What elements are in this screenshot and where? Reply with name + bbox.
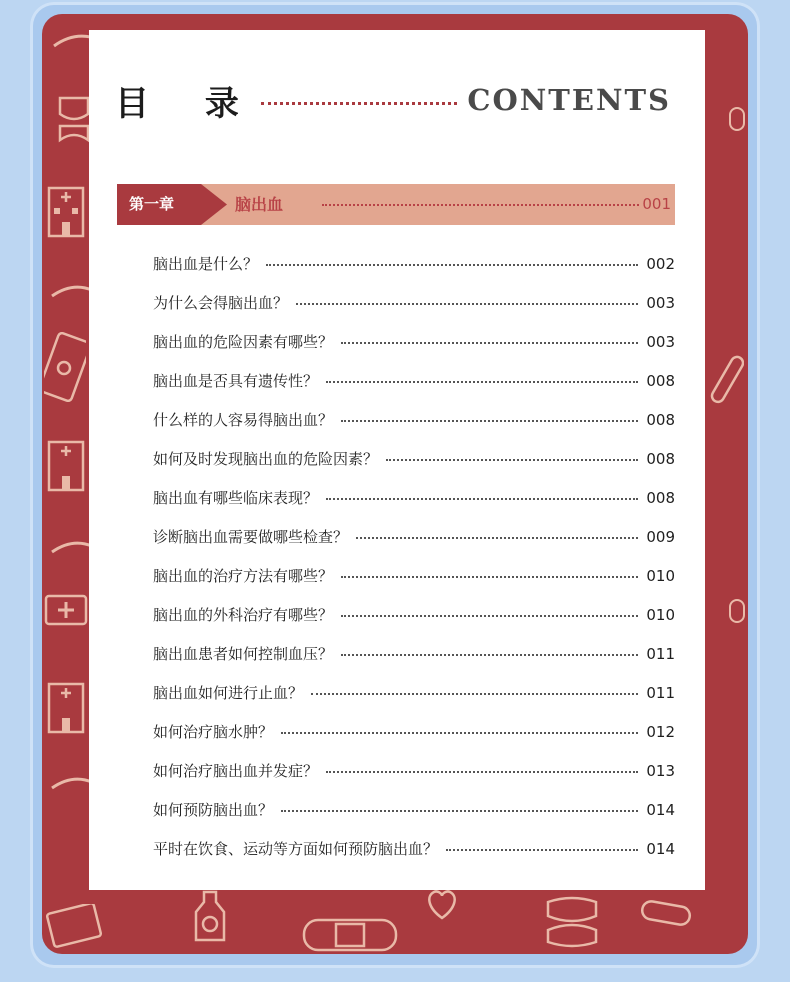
chapter-page-number: 001 <box>642 195 671 213</box>
toc-entry-page: 011 <box>646 644 675 663</box>
toc-entry-page: 009 <box>646 527 675 546</box>
toc-entry-page: 010 <box>646 566 675 585</box>
leader-dots <box>266 264 638 266</box>
tooth-icon <box>56 92 92 148</box>
chapter-title: 脑出血 <box>235 195 284 214</box>
toc-entry-page: 014 <box>646 800 675 819</box>
leader-dots <box>281 732 638 734</box>
toc-entry-title: 脑出血有哪些临床表现？ <box>153 489 319 507</box>
hospital-icon <box>46 674 86 734</box>
leader-dots <box>326 498 638 500</box>
toc-entry[interactable] <box>153 322 675 361</box>
leader-dots <box>326 381 638 383</box>
contents-header <box>115 76 671 124</box>
toc-entry-page: 008 <box>646 449 675 468</box>
eyebrow-icon <box>50 774 94 792</box>
toc-entry-title: 脑出血的治疗方法有哪些？ <box>153 567 334 585</box>
thermometer-icon <box>708 352 744 412</box>
chapter-label: 第一章 <box>129 195 175 213</box>
toc-entry-page: 010 <box>646 605 675 624</box>
toc-entry-page: 011 <box>646 683 675 702</box>
toc-list <box>153 244 675 868</box>
toc-entry-title: 脑出血是什么？ <box>153 255 259 273</box>
toc-entry[interactable] <box>153 517 675 556</box>
toc-page <box>89 30 705 890</box>
toc-entry-page: 002 <box>646 254 675 273</box>
toc-entry-page: 003 <box>646 293 675 312</box>
leader-dots <box>341 420 638 422</box>
toc-entry-page: 008 <box>646 371 675 390</box>
page-title-english: CONTENTS <box>467 83 671 117</box>
toc-entry[interactable] <box>153 400 675 439</box>
hospital-icon <box>46 432 86 492</box>
toc-entry-page: 008 <box>646 410 675 429</box>
toc-entry-title: 为什么会得脑出血？ <box>153 294 289 312</box>
chapter-heading[interactable] <box>117 184 675 225</box>
leader-dots <box>341 342 638 344</box>
toc-entry-title: 平时在饮食、运动等方面如何预防脑出血？ <box>153 840 439 858</box>
title-leader-dots <box>261 102 458 105</box>
bandage-icon <box>300 914 400 954</box>
eyebrow-icon <box>50 538 94 556</box>
leader-dots <box>446 849 638 851</box>
tooth-icon <box>542 894 602 950</box>
toc-entry[interactable] <box>153 595 675 634</box>
medicine-box-icon <box>44 904 104 948</box>
pill-icon <box>728 598 746 624</box>
toc-entry[interactable] <box>153 556 675 595</box>
toc-entry-page: 013 <box>646 761 675 780</box>
leader-dots <box>341 576 638 578</box>
toc-entry[interactable] <box>153 478 675 517</box>
toc-entry[interactable] <box>153 712 675 751</box>
toc-entry-page: 012 <box>646 722 675 741</box>
pill-icon <box>728 106 746 132</box>
pill-icon <box>638 898 694 928</box>
toc-entry-title: 脑出血的外科治疗有哪些？ <box>153 606 334 624</box>
toc-entry-title: 如何及时发现脑出血的危险因素？ <box>153 450 379 468</box>
leader-dots <box>326 771 638 773</box>
medicine-box-icon <box>44 332 86 402</box>
medicine-box-icon <box>44 588 88 628</box>
leader-dots <box>296 303 638 305</box>
toc-entry-title: 脑出血如何进行止血？ <box>153 684 304 702</box>
toc-entry-title: 如何治疗脑水肿？ <box>153 723 274 741</box>
toc-entry-page: 003 <box>646 332 675 351</box>
toc-entry-title: 脑出血是否具有遗传性？ <box>153 372 319 390</box>
leader-dots <box>281 810 638 812</box>
toc-entry-page: 008 <box>646 488 675 507</box>
toc-entry[interactable] <box>153 790 675 829</box>
toc-entry-title: 如何治疗脑出血并发症？ <box>153 762 319 780</box>
toc-entry-page: 014 <box>646 839 675 858</box>
toc-entry-title: 脑出血的危险因素有哪些？ <box>153 333 334 351</box>
toc-entry-title: 诊断脑出血需要做哪些检查？ <box>153 528 349 546</box>
eyebrow-icon <box>50 282 94 300</box>
toc-entry[interactable] <box>153 244 675 283</box>
page-title: 目 录 <box>115 83 261 124</box>
toc-entry-title: 如何预防脑出血？ <box>153 801 274 819</box>
toc-entry[interactable] <box>153 634 675 673</box>
chapter-leader-dots <box>322 204 639 206</box>
toc-entry-title: 什么样的人容易得脑出血？ <box>153 411 334 429</box>
pill-icon <box>422 884 462 924</box>
leader-dots <box>311 693 638 695</box>
toc-entry-title: 脑出血患者如何控制血压？ <box>153 645 334 663</box>
toc-entry[interactable] <box>153 361 675 400</box>
hospital-icon <box>46 178 86 238</box>
toc-entry[interactable] <box>153 829 675 868</box>
toc-entry[interactable] <box>153 283 675 322</box>
toc-entry[interactable] <box>153 439 675 478</box>
leader-dots <box>356 537 638 539</box>
medicine-bottle-icon <box>188 888 232 944</box>
toc-entry[interactable] <box>153 751 675 790</box>
leader-dots <box>386 459 638 461</box>
leader-dots <box>341 654 638 656</box>
toc-entry[interactable] <box>153 673 675 712</box>
leader-dots <box>341 615 638 617</box>
